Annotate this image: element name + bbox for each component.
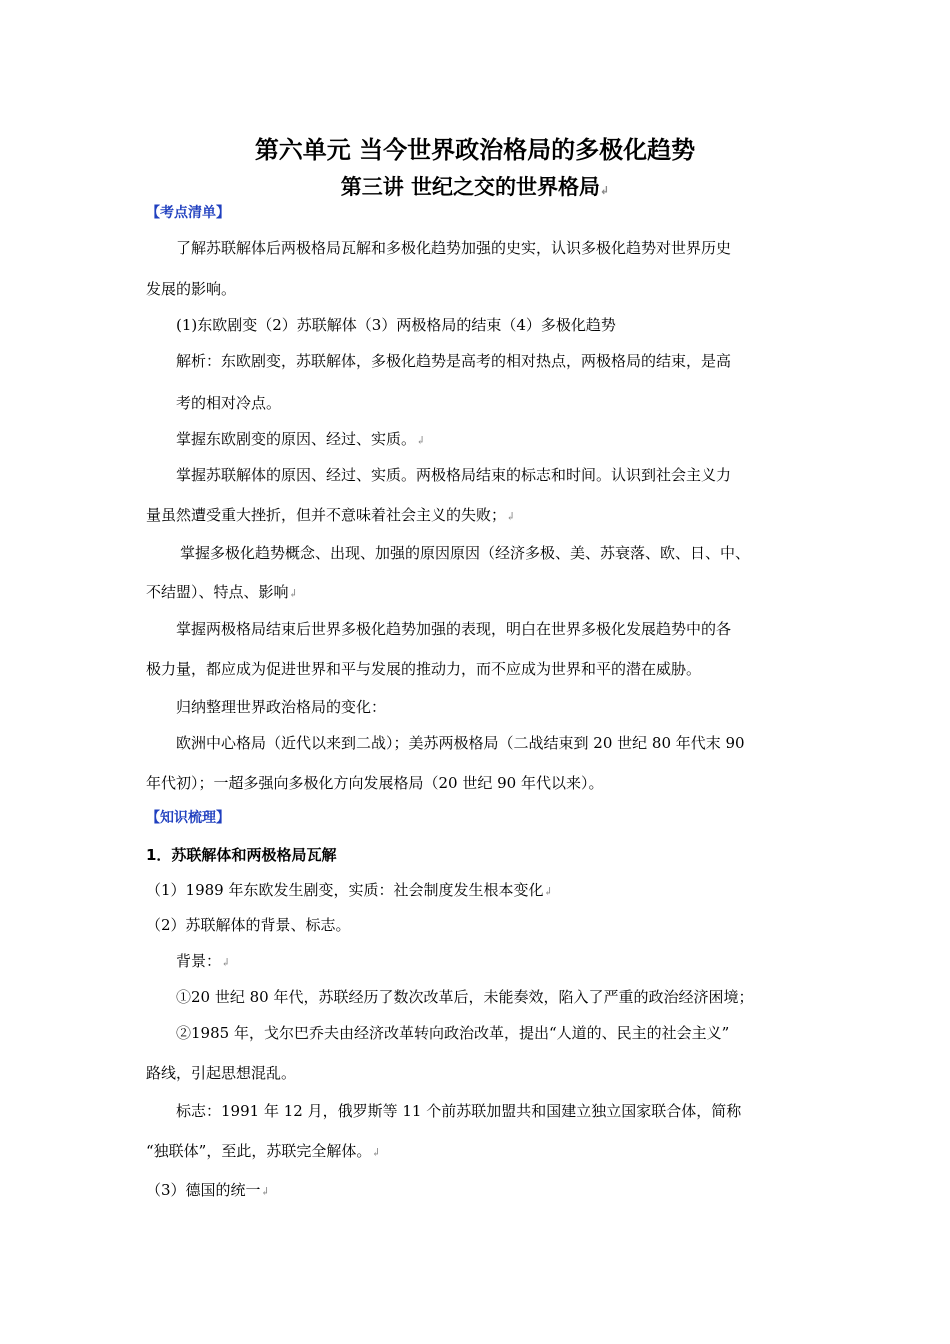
page-subtitle — [0, 172, 950, 206]
text-content: （3）德国的统一 — [146, 1181, 261, 1199]
section-tag-zhishi: 【知识梳理】 — [146, 810, 230, 826]
text-line — [146, 1180, 270, 1202]
subtitle-text: 第三讲 世纪之交的世界格局 — [340, 175, 601, 199]
text-content: （1）1989 年东欧发生剧变，实质：社会制度发生根本变化 — [146, 881, 544, 899]
text-content: 量虽然遭受重大挫折，但并不意味着社会主义的失败； — [146, 506, 507, 524]
text-line: 发展的影响。 — [146, 280, 237, 298]
text-line: 路线，引起思想混乱。 — [146, 1064, 297, 1082]
text-line: ②1985 年，戈尔巴乔夫由经济改革转向政治改革，提出“人道的、民主的社会主义” — [176, 1024, 730, 1042]
paragraph-mark: ↲ — [260, 1185, 270, 1198]
text-content: 掌握东欧剧变的原因、经过、实质。 — [176, 430, 417, 448]
paragraph-mark: ↲ — [221, 956, 231, 969]
text-line: 归纳整理世界政治格局的变化： — [176, 698, 387, 716]
page-title: 第六单元 当今世界政治格局的多极化趋势 — [254, 136, 696, 164]
text-line: 了解苏联解体后两极格局瓦解和多极化趋势加强的史实，认识多极化趋势对世界历史 — [176, 239, 732, 257]
section-tag-kaodian: 【考点清单】 — [146, 205, 230, 221]
text-line: 掌握苏联解体的原因、经过、实质。两极格局结束的标志和时间。认识到社会主义力 — [176, 466, 732, 484]
paragraph-mark: ↲ — [600, 184, 610, 197]
section-heading: 1．苏联解体和两极格局瓦解 — [146, 846, 337, 864]
text-line — [146, 505, 515, 527]
text-line: 欧洲中心格局（近代以来到二战）；美苏两极格局（二战结束到 20 世纪 80 年代末 90 — [176, 734, 745, 752]
paragraph-mark: ↲ — [543, 885, 553, 898]
text-line: 极力量，都应成为促进世界和平与发展的推动力，而不应成为世界和平的潜在威胁。 — [146, 660, 702, 678]
text-line — [176, 429, 425, 451]
paragraph-mark: ↲ — [371, 1146, 381, 1159]
paragraph-mark: ↲ — [416, 434, 426, 447]
text-line: ①20 世纪 80 年代，苏联经历了数次改革后，未能奏效，陷入了严重的政治经济困境； — [176, 988, 754, 1006]
text-line: （2）苏联解体的背景、标志。 — [146, 916, 351, 934]
text-content: 背景： — [176, 952, 222, 970]
text-line: (1)东欧剧变（2）苏联解体（3）两极格局的结束（4）多极化趋势 — [176, 316, 616, 334]
text-line: 掌握两极格局结束后世界多极化趋势加强的表现，明白在世界多极化发展趋势中的各 — [176, 620, 732, 638]
text-line: 标志：1991 年 12 月，俄罗斯等 11 个前苏联加盟共和国建立独立国家联合体，简称 — [176, 1102, 742, 1120]
text-line — [146, 1141, 381, 1163]
text-line — [146, 582, 298, 604]
paragraph-mark: ↲ — [506, 510, 516, 523]
text-content: “独联体”，至此，苏联完全解体。 — [146, 1142, 372, 1160]
paragraph-mark: ↲ — [288, 587, 298, 600]
text-line: 年代初）；一超多强向多极化方向发展格局（20 世纪 90 年代以来）。 — [146, 774, 604, 792]
text-line: 解析：东欧剧变，苏联解体，多极化趋势是高考的相对热点，两极格局的结束，是高 — [176, 352, 732, 370]
text-line — [146, 880, 553, 902]
text-line — [176, 951, 230, 973]
text-line: 掌握多极化趋势概念、出现、加强的原因原因（经济多极、美、苏衰落、欧、日、中、 — [180, 544, 751, 562]
text-line: 考的相对冷点。 — [176, 394, 282, 412]
text-content: 不结盟）、特点、影响 — [146, 583, 289, 601]
